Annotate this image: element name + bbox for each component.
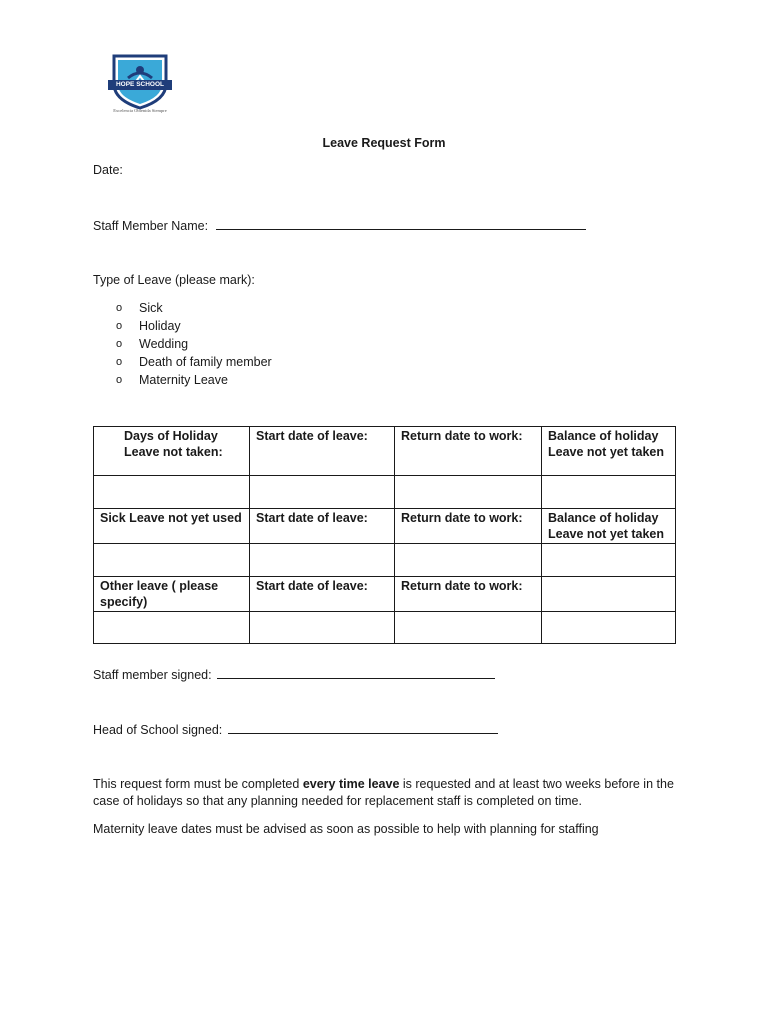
table-row: [94, 577, 676, 612]
table-row: [94, 476, 676, 509]
table-row: [94, 544, 676, 577]
leave-option-holiday[interactable]: o Holiday: [116, 319, 181, 333]
staff-signature-field[interactable]: [217, 667, 495, 679]
table-input-cell[interactable]: [94, 544, 250, 577]
leave-option-sick[interactable]: o Sick: [116, 301, 163, 315]
table-row: [94, 427, 676, 476]
logo-tagline: Excelencia Obtenida Siempre: [113, 108, 167, 113]
table-cell: Start date of leave:: [250, 509, 395, 544]
staff-name-row: [93, 218, 586, 233]
bullet-icon: o: [116, 302, 123, 314]
notes-paragraph-2: Maternity leave dates must be advised as soon as possible to help with planning for staffing: [93, 822, 599, 836]
table-row: [94, 612, 676, 644]
table-cell: Balance of holiday Leave not yet taken: [542, 427, 676, 476]
head-signature-field[interactable]: [228, 722, 498, 734]
table-cell: Days of Holiday Leave not taken:: [94, 427, 250, 476]
table-input-cell[interactable]: [542, 544, 676, 577]
staff-name-label: Staff Member Name:: [93, 219, 209, 233]
leave-type-list: [116, 299, 272, 389]
table-cell: Other leave ( please specify): [94, 577, 250, 612]
table-input-cell[interactable]: [94, 476, 250, 509]
bullet-icon: o: [116, 320, 123, 332]
table-input-cell[interactable]: [250, 612, 395, 644]
table-cell: Balance of holiday Leave not yet taken: [542, 509, 676, 544]
table-input-cell[interactable]: [250, 544, 395, 577]
notes-paragraph-1: This request form must be completed every time leave is requested and at least two weeks before in the case of holidays so that any planning needed for replacement staff is completed on time.: [93, 777, 674, 808]
table-cell: [542, 577, 676, 612]
bullet-icon: o: [116, 374, 123, 386]
logo-name: HOPE SCHOOL: [115, 81, 165, 88]
table-cell: Start date of leave:: [250, 577, 395, 612]
table-cell: Return date to work:: [395, 427, 542, 476]
table-input-cell[interactable]: [250, 476, 395, 509]
leave-table: [93, 426, 676, 644]
table-input-cell[interactable]: [94, 612, 250, 644]
table-cell: Return date to work:: [395, 509, 542, 544]
table-cell: Start date of leave:: [250, 427, 395, 476]
table-input-cell[interactable]: [395, 476, 542, 509]
bullet-icon: o: [116, 338, 123, 350]
head-signature-row: [93, 722, 498, 737]
leave-option-maternity[interactable]: o Maternity Leave: [116, 373, 228, 387]
leave-type-label: Type of Leave (please mark):: [93, 273, 255, 287]
leave-option-wedding[interactable]: o Wedding: [116, 337, 189, 351]
staff-name-field[interactable]: [216, 218, 586, 230]
table-cell: Sick Leave not yet used: [94, 509, 250, 544]
leave-option-death[interactable]: o Death of family member: [116, 355, 272, 369]
bullet-icon: o: [116, 356, 123, 368]
table-row: [94, 509, 676, 544]
emphasis-text: every time leave: [302, 777, 400, 791]
table-input-cell[interactable]: [542, 612, 676, 644]
table-cell: Return date to work:: [395, 577, 542, 612]
table-input-cell[interactable]: [542, 476, 676, 509]
head-signature-label: Head of School signed:: [93, 723, 223, 737]
page-title: Leave Request Form: [322, 136, 446, 150]
staff-signature-row: [93, 667, 495, 682]
table-input-cell[interactable]: [395, 612, 542, 644]
school-logo: [106, 50, 174, 116]
table-input-cell[interactable]: [395, 544, 542, 577]
date-label: Date:: [93, 163, 123, 177]
staff-signature-label: Staff member signed:: [93, 668, 212, 682]
